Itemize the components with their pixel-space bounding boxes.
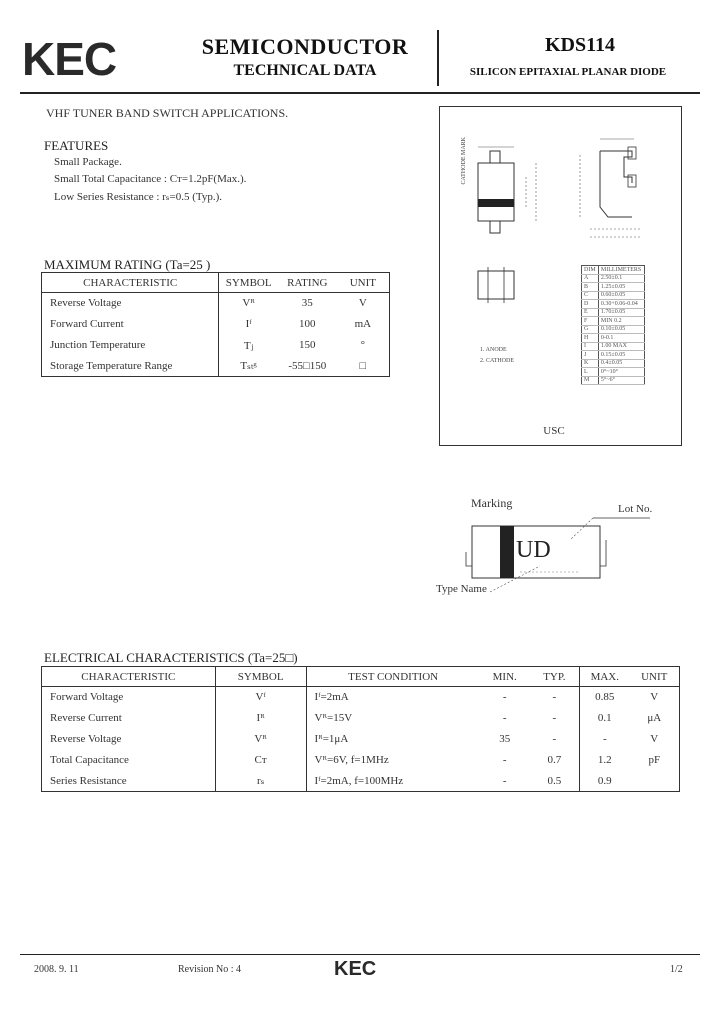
cell: Reverse Voltage (50, 297, 122, 310)
electrical-heading: ELECTRICAL CHARACTERISTICS (Ta=25□) (44, 650, 298, 665)
table-row (42, 729, 680, 750)
header-divider (437, 30, 439, 86)
table-row (42, 335, 390, 356)
cell: L (582, 368, 599, 377)
footer-date: 2008. 9. 11 (34, 964, 79, 975)
column-header: RATING (278, 273, 337, 293)
cell: 0.5 (547, 774, 562, 787)
cell: Vᴿ=6V, f=1MHz (306, 750, 480, 771)
cell: 1.00 MAX (598, 342, 644, 351)
table-row (582, 291, 645, 300)
cell: - (502, 712, 507, 724)
table-row (582, 359, 645, 368)
cell: mA (354, 318, 372, 330)
cell: 0.85 (580, 687, 630, 708)
cathode-mark-label: CATHODE MARK (461, 137, 467, 185)
cell: MIN 0.2 (598, 317, 644, 326)
pin-label: 1. ANODE (480, 347, 507, 353)
kec-logo: KEC (22, 33, 117, 85)
cell: Forward Voltage (50, 691, 124, 704)
cell (630, 771, 680, 792)
cell: 0.10±0.05 (598, 325, 644, 334)
dimension-table (581, 265, 645, 385)
electrical-table (41, 666, 680, 792)
table-header-row (42, 667, 680, 687)
part-number: KDS114 (544, 34, 616, 56)
header-title: SEMICONDUCTOR (201, 34, 409, 59)
table-row (582, 342, 645, 351)
cell: D (582, 300, 599, 309)
footer-revision: Revision No : 4 (178, 964, 242, 975)
header-subtitle: TECHNICAL DATA (233, 62, 377, 79)
cell: Forward Current (50, 318, 124, 330)
side-view (600, 151, 632, 217)
table-row (42, 771, 680, 792)
table-row (582, 300, 645, 309)
cell: 35 (301, 297, 313, 310)
column-header: MILLIMETERS (598, 266, 644, 275)
table-row (582, 376, 645, 385)
cell: 150 (299, 339, 316, 351)
table-row (582, 351, 645, 360)
type-name-label: Type Name (436, 583, 487, 595)
cell: Junction Temperature (50, 339, 146, 351)
cell: J (582, 351, 599, 360)
lot-no-label: Lot No. (618, 503, 653, 515)
cell: Iᴿ=1μA (306, 729, 480, 750)
package-name: USC (543, 425, 565, 437)
cell: pF (648, 754, 661, 766)
features-heading: FEATURES (44, 138, 109, 153)
cell: 0-0.1 (598, 334, 644, 343)
cell: Iᶠ (219, 314, 278, 335)
cell: 0.4±0.05 (598, 359, 644, 368)
column-header: MIN. (480, 667, 530, 687)
package-body (478, 163, 514, 221)
footer-rule (20, 954, 700, 955)
header-rule (20, 92, 700, 94)
table-row (42, 293, 390, 314)
cell: 5°~6° (598, 376, 644, 385)
cell: Storage Temperature Range (50, 359, 173, 372)
cell: G (582, 325, 599, 334)
cell: V (650, 733, 659, 745)
cell: E (582, 308, 599, 317)
table-row (582, 317, 645, 326)
cell: Reverse Voltage (50, 733, 122, 745)
feature-item: Small Package. (54, 156, 122, 168)
cell: Vᴿ (219, 293, 278, 314)
column-header: UNIT (630, 667, 680, 687)
cell: Tₛₜᵍ (219, 356, 278, 377)
cell: 1.25±0.05 (598, 283, 644, 292)
column-header: DIM (582, 266, 599, 275)
cell: V (358, 297, 367, 310)
cell: - (552, 712, 557, 724)
cell: 0.60±0.05 (598, 291, 644, 300)
table-header-row (582, 266, 645, 275)
cell: ° (360, 339, 366, 351)
cell: rₛ (215, 771, 306, 792)
cell: - (580, 729, 630, 750)
cell: H (582, 334, 599, 343)
table-row (582, 368, 645, 377)
cell: C (582, 291, 599, 300)
cell: 1.2 (580, 750, 630, 771)
pin-label: 2. CATHODE (480, 358, 514, 364)
cell: Total Capacitance (50, 754, 129, 766)
cell: 100 (299, 318, 316, 330)
table-row (42, 314, 390, 335)
column-header: SYMBOL (215, 667, 306, 687)
cell: -55□150 (288, 359, 327, 372)
marking-cathode-band (500, 526, 514, 578)
cell: - (502, 691, 507, 704)
cell: Iᶠ=2mA, f=100MHz (306, 771, 480, 792)
bottom-view (478, 271, 514, 299)
feature-item: Low Series Resistance : rₛ=0.5 (Typ.). (54, 191, 222, 203)
lead (490, 151, 500, 163)
cell: - (502, 754, 507, 766)
table-row (582, 274, 645, 283)
cell: Vᴿ=15V (306, 708, 480, 729)
column-header: UNIT (337, 273, 390, 293)
cell: Vᶠ (215, 687, 306, 708)
footer-kec-logo: KEC (334, 958, 377, 980)
max-rating-heading: MAXIMUM RATING (Ta=25 ) (44, 257, 211, 272)
cell: Reverse Current (50, 712, 122, 724)
cell: 0.1 (580, 708, 630, 729)
column-header: CHARACTERISTIC (42, 667, 216, 687)
cathode-band (478, 199, 514, 207)
table-row (582, 334, 645, 343)
cell: A (582, 274, 599, 283)
cell: 2.50±0.1 (598, 274, 644, 283)
table-row (582, 283, 645, 292)
application-text: VHF TUNER BAND SWITCH APPLICATIONS. (46, 106, 289, 120)
cell: - (552, 691, 557, 704)
cell: I (582, 342, 599, 351)
cell: B (582, 283, 599, 292)
package-drawing-box (439, 106, 682, 446)
column-header: TYP. (530, 667, 580, 687)
marking-code: UD (516, 537, 551, 563)
cell: μA (647, 712, 662, 724)
cell: 0°~10° (598, 368, 644, 377)
footer-page: 1/2 (670, 964, 683, 975)
cell: Cᴛ (215, 750, 306, 771)
table-row (42, 687, 680, 708)
table-row (582, 325, 645, 334)
cell: Vᴿ (215, 729, 306, 750)
column-header: MAX. (580, 667, 630, 687)
column-header: TEST CONDITION (306, 667, 480, 687)
marking-label: Marking (471, 496, 513, 510)
table-row (582, 308, 645, 317)
table-header-row (42, 273, 390, 293)
table-row (42, 708, 680, 729)
cell: 0.7 (547, 754, 562, 766)
cell: 0.30+0.06-0.04 (598, 300, 644, 309)
max-rating-table (41, 272, 390, 377)
cell: 35 (499, 733, 511, 745)
cell: 1.70±0.05 (598, 308, 644, 317)
cell: - (502, 774, 507, 787)
cell: V (650, 691, 659, 704)
column-header: SYMBOL (219, 273, 278, 293)
cell: □ (359, 359, 367, 372)
cell: Iᴿ (215, 708, 306, 729)
feature-item: Small Total Capacitance : Cᴛ=1.2pF(Max.). (54, 173, 247, 185)
column-header: CHARACTERISTIC (42, 273, 219, 293)
cell: 0.15±0.05 (598, 351, 644, 360)
cell: M (582, 376, 599, 385)
table-row (42, 356, 390, 377)
part-description: SILICON EPITAXIAL PLANAR DIODE (469, 66, 667, 78)
lead (490, 221, 500, 233)
cell: K (582, 359, 599, 368)
cell: 0.9 (580, 771, 630, 792)
cell: Iᶠ=2mA (306, 687, 480, 708)
cell: Tⱼ (219, 335, 278, 356)
cell: Series Resistance (50, 774, 127, 787)
cell: F (582, 317, 599, 326)
table-row (42, 750, 680, 771)
cell: - (552, 733, 557, 745)
